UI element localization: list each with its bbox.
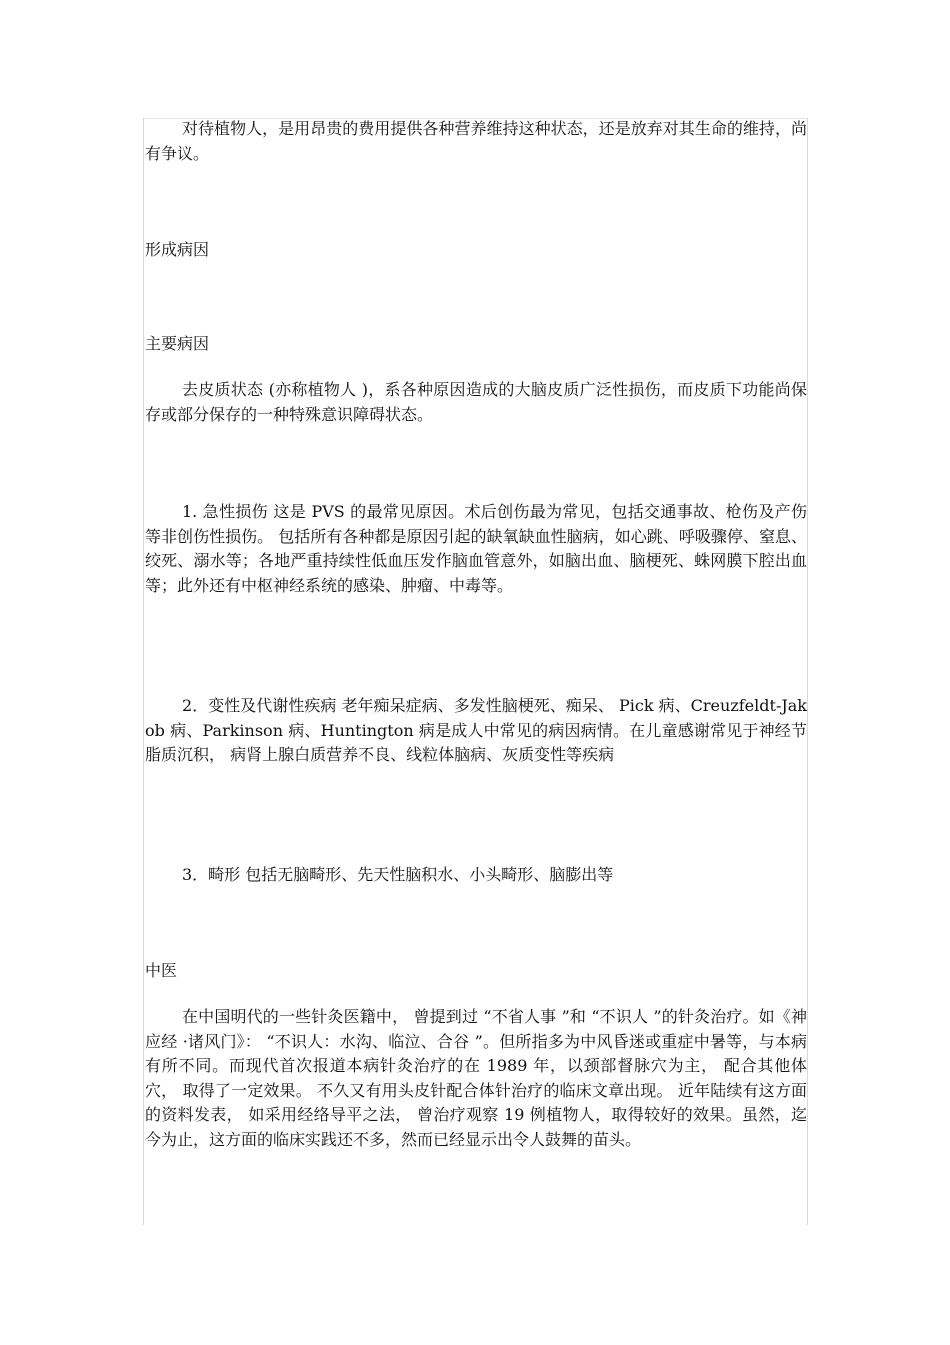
tcm-section-heading: 中医	[145, 961, 178, 980]
tcm-paragraph: 在中国明代的一些针灸医籍中， 曾提到过 “不省人事 ”和 “不识人 ”的针灸治疗。如《神应经 ·诸风门》： “不识人：水沟、临泣、合谷 ”。但所指多为中风昏迷或重症中暑等，与本病有所不同。而现代首次报道本病针灸治疗的在 1989 年，以颈部督脉穴为主， 配合其他体穴， 取得了一定效果。 不久又有用头皮针配合体针治疗的临床文章出现。 近年陆续有这方面的资料发表， 如采用经络导平之法， 曾治疗观察 19 例植物人，取得较好的效果。虽然，迄今为止，这方面的临床实践还不多，然而已经显示出令人鼓舞的苗头。	[145, 1007, 807, 1149]
cause-degenerative-paragraph: 2．变性及代谢性疾病 老年痴呆症病、多发性脑梗死、痴呆、 Pick 病、Creuzfeldt-Jakob 病、Parkinson 病、Huntington 病是成人中常见的病因病情。在儿童感谢常见于神经节脂质沉积， 病肾上腺白质营养不良、线粒体脑病、灰质变性等疾病	[145, 696, 807, 764]
page-left-border	[143, 118, 144, 1225]
cause-section-heading: 形成病因	[145, 240, 210, 259]
main-cause-heading: 主要病因	[145, 334, 210, 353]
cause-malformation-paragraph: 3．畸形 包括无脑畸形、先天性脑积水、小头畸形、脑膨出等	[182, 865, 614, 884]
intro-paragraph: 对待植物人，是用昂贵的费用提供各种营养维持这种状态，还是放弃对其生命的维持，尚有争议。	[145, 119, 807, 163]
cause-acute-injury-paragraph: 1. 急性损伤 这是 PVS 的最常见原因。术后创伤最为常见，包括交通事故、枪伤及产伤等非创伤性损伤。 包括所有各种都是原因引起的缺氧缺血性脑病，如心跳、呼吸骤停、窒息、绞死、溺水等；各地严重持续性低血压发作脑血管意外，如脑出血、脑梗死、蛛网膜下腔出血等；此外还有中枢神经系统的感染、肿瘤、中毒等。	[145, 502, 807, 595]
definition-paragraph: 去皮质状态 (亦称植物人 )，系各种原因造成的大脑皮质广泛性损伤，而皮质下功能尚保存或部分保存的一种特殊意识障碍状态。	[145, 380, 807, 424]
page-right-border	[807, 118, 808, 1225]
